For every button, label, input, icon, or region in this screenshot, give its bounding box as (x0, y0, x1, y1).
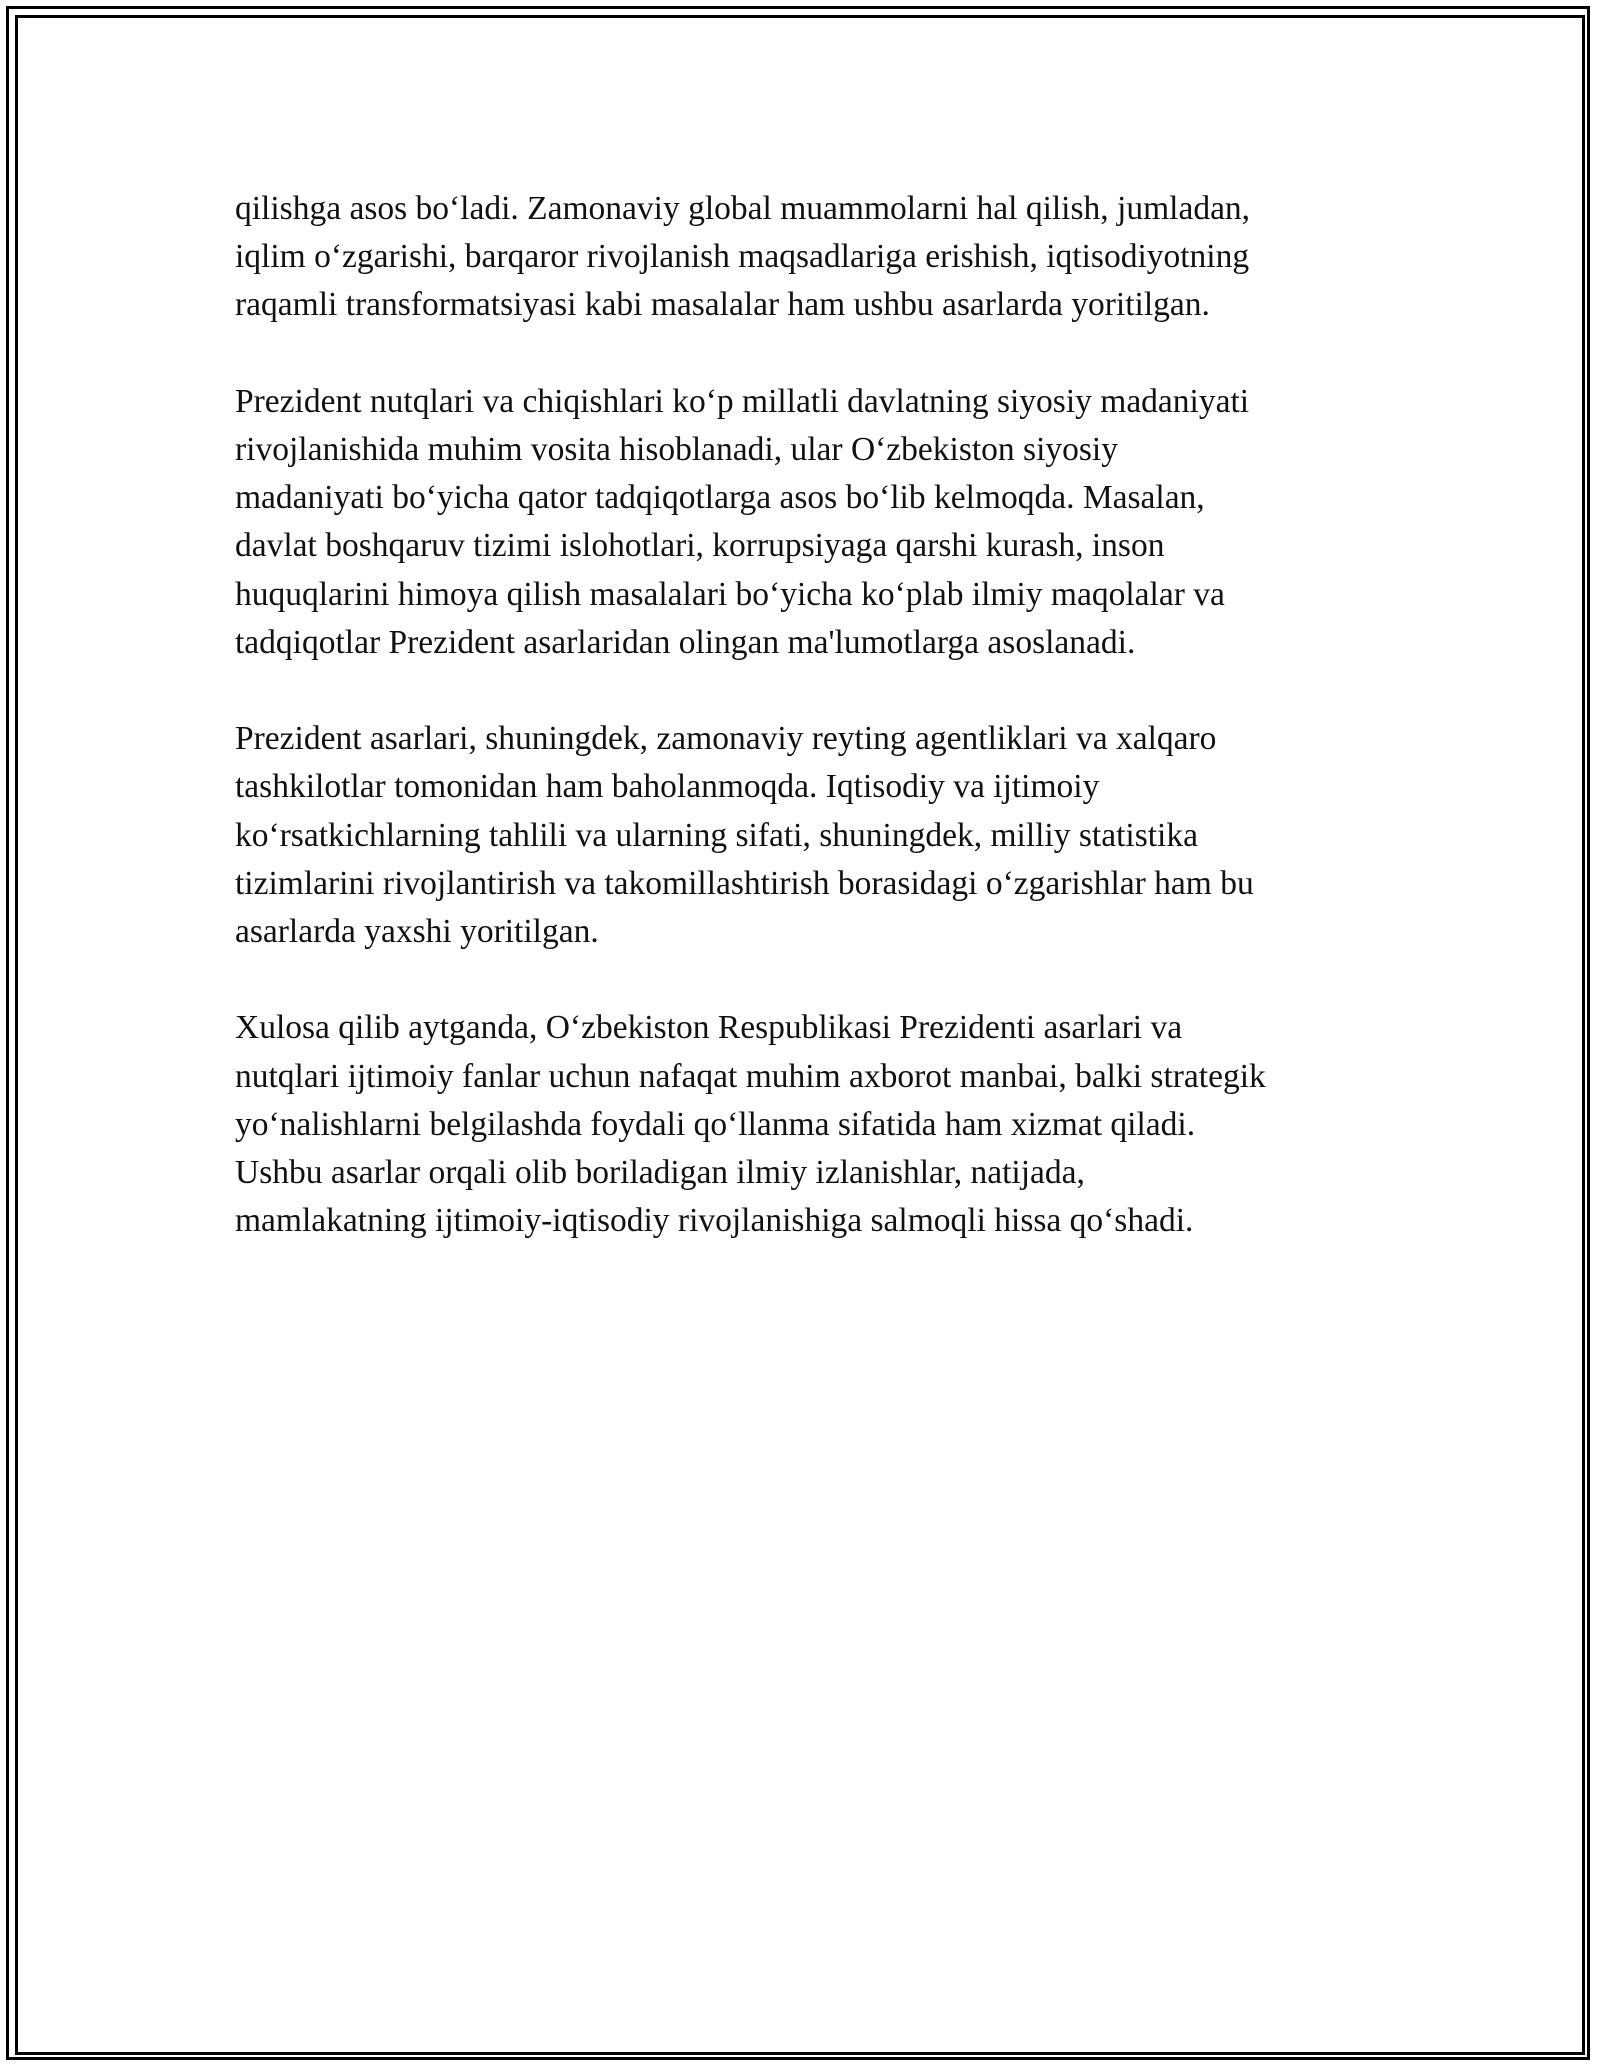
paragraph-4 (235, 1004, 1375, 1245)
text-line: Prezident asarlari, shuningdek, zamonaviy reyting agentliklari va xalqaro (235, 720, 1217, 758)
text-line: qilishga asos bo‘ladi. Zamonaviy global muammolarni hal qilish, jumladan, (235, 190, 1251, 227)
text-line: ko‘rsatkichlarning tahlili va ularning sifati, shuningdek, milliy statistika (235, 816, 1198, 854)
text-line: nutqlari ijtimoiy fanlar uchun nafaqat muhim axborot manbai, balki strategik (235, 1057, 1266, 1095)
paragraph-3 (235, 715, 1375, 956)
paragraph-2 (235, 378, 1375, 667)
text-line: asarlarda yaxshi yoritilgan. (235, 913, 599, 951)
document-body (235, 185, 1375, 1294)
text-line: Prezident nutqlari va chiqishlari ko‘p millatli davlatning siyosiy madaniyati (235, 382, 1250, 420)
text-line: tashkilotlar tomonidan ham baholanmoqda. Iqtisodiy va ijtimoiy (235, 768, 1100, 806)
text-line: mamlakatning ijtimoiy-iqtisodiy rivojlanishiga salmoqli hissa qo‘shadi. (235, 1202, 1194, 1240)
text-line: Xulosa qilib aytganda, O‘zbekiston Respublikasi Prezidenti asarlari va (235, 1009, 1183, 1047)
text-line: Ushbu asarlar orqali olib boriladigan ilmiy izlanishlar, natijada, (235, 1154, 1085, 1192)
text-line: davlat boshqaruv tizimi islohotlari, korrupsiyaga qarshi kurash, inson (235, 527, 1165, 565)
text-line: tadqiqotlar Prezident asarlaridan olingan ma'lumotlarga asoslanadi. (235, 623, 1136, 661)
text-line: yo‘nalishlarni belgilashda foydali qo‘llanma sifatida ham xizmat qiladi. (235, 1105, 1196, 1143)
text-line: tizimlarini rivojlantirish va takomillashtirish borasidagi o‘zgarishlar ham bu (235, 864, 1254, 902)
text-line: iqlim o‘zgarishi, barqaror rivojlanish maqsadlariga erishish, iqtisodiyotning (235, 238, 1250, 276)
text-line: madaniyati bo‘yicha qator tadqiqotlarga asos bo‘lib kelmoqda. Masalan, (235, 479, 1205, 517)
paragraph-1 (235, 185, 1375, 330)
text-line: huquqlarini himoya qilish masalalari bo‘yicha ko‘plab ilmiy maqolalar va (235, 575, 1225, 613)
text-line: rivojlanishida muhim vosita hisoblanadi, ular O‘zbekiston siyosiy (235, 431, 1118, 468)
text-line: raqamli transformatsiyasi kabi masalalar ham ushbu asarlarda yoritilgan. (235, 286, 1210, 324)
